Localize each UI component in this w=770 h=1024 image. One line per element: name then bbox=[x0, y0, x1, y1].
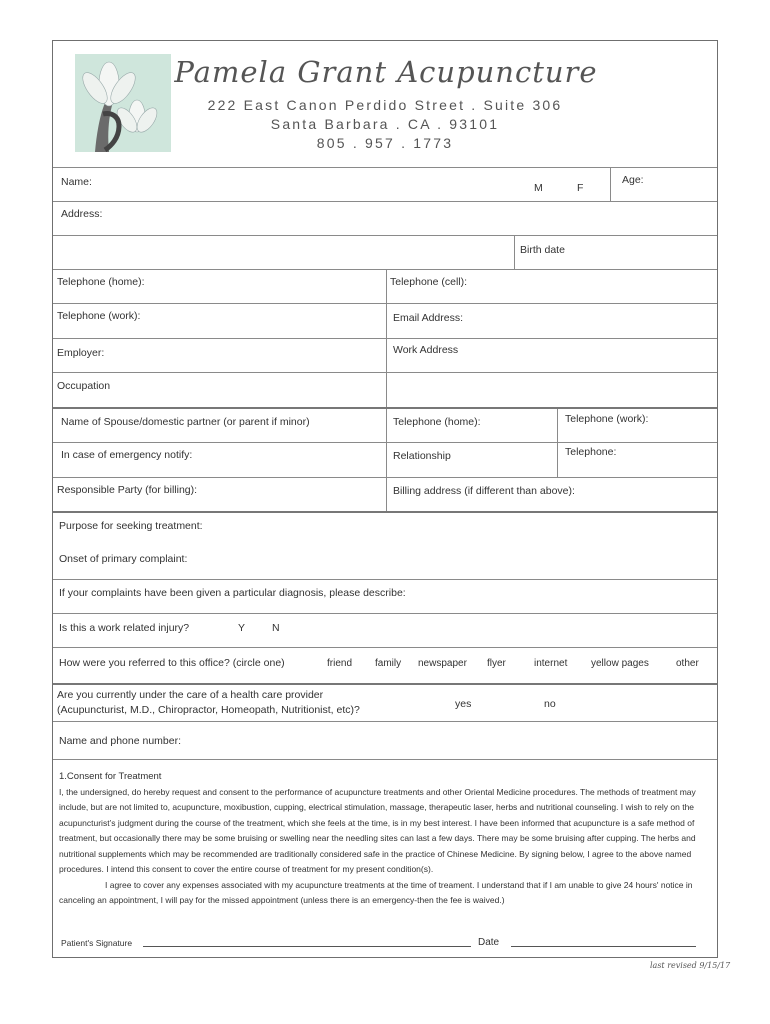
email-label: Email Address: bbox=[393, 312, 464, 324]
referral-yellow-pages[interactable]: yellow pages bbox=[591, 658, 649, 669]
date-label: Date bbox=[478, 937, 500, 948]
referral-newspaper[interactable]: newspaper bbox=[418, 658, 467, 669]
work-injury-no[interactable]: N bbox=[272, 622, 280, 634]
work-phone-row bbox=[53, 303, 717, 338]
birthdate-row bbox=[53, 235, 717, 269]
referral-row bbox=[53, 647, 717, 683]
consent-text-1: I, the undersigned, do hereby request and consent to the performance of acupuncture treatments and other Oriental Medicine procedures. The methods of treatment may include, but are not limited to, acupuncture, moxibustion, cupping, electrical stimulation, massage, therapeutic laser, herbs and nutritional counseling. I wish to rely on the acupuncturist’s judgment during the course of the treatment, which she feels at the time, is in my best interest. I have been informed that acupuncture is a safe method of treatment, but occasionally there may be some bruising or swelling near the needling sites can last a few days. There may be some bruising after cupping. The herbs and nutritional supplements which may be recommended are traditionally considered safe in the practice of Chinese Medicine. By signing below, I agree to the above named procedures. I intend this consent to cover the entire course of treatment for my present condition(s). bbox=[59, 786, 696, 874]
spouse-label: Name of Spouse/domestic partner (or parent if minor) bbox=[61, 416, 310, 428]
revision-note: last revised 9/15/17 bbox=[650, 961, 731, 970]
provider-contact-row bbox=[53, 721, 717, 759]
purpose-block bbox=[53, 511, 717, 579]
relationship-label: Relationship bbox=[393, 450, 451, 462]
spouse-row bbox=[53, 407, 717, 442]
diagnosis-row bbox=[53, 579, 717, 613]
work-address-label: Work Address bbox=[393, 344, 459, 356]
spouse-tel-work-label: Telephone (work): bbox=[565, 413, 649, 425]
employer-row bbox=[53, 338, 717, 372]
tel-cell-label: Telephone (cell): bbox=[390, 276, 468, 288]
purpose-label: Purpose for seeking treatment: bbox=[59, 520, 203, 532]
work-injury-row bbox=[53, 613, 717, 647]
billing-address-label: Billing address (if different than above): bbox=[393, 485, 575, 497]
referral-flyer[interactable]: flyer bbox=[487, 658, 506, 669]
referral-friend[interactable]: friend bbox=[327, 658, 353, 669]
work-injury-label: Is this a work related injury? bbox=[59, 622, 190, 634]
name-row bbox=[53, 167, 717, 201]
provider-row bbox=[53, 683, 717, 721]
provider-question-line1: Are you currently under the care of a health care provider bbox=[57, 689, 324, 701]
consent-section bbox=[59, 769, 704, 909]
diagnosis-label: If your complaints have been given a particular diagnosis, please describe: bbox=[59, 587, 406, 599]
referral-other[interactable]: other bbox=[676, 658, 699, 669]
intake-form bbox=[52, 40, 718, 958]
date-line[interactable] bbox=[511, 946, 696, 947]
provider-yes[interactable]: yes bbox=[455, 698, 472, 710]
occupation-label: Occupation bbox=[57, 380, 111, 392]
name-label: Name: bbox=[61, 176, 92, 188]
work-injury-yes[interactable]: Y bbox=[238, 622, 246, 634]
birth-date-label: Birth date bbox=[520, 244, 565, 256]
employer-label: Employer: bbox=[57, 347, 105, 359]
provider-no[interactable]: no bbox=[544, 698, 556, 710]
consent-paragraph-2 bbox=[59, 878, 704, 909]
practice-title: Pamela Grant Acupuncture bbox=[174, 55, 598, 89]
city-address: Santa Barbara . CA . 93101 bbox=[270, 116, 500, 132]
phone-row bbox=[53, 269, 717, 303]
consent-divider bbox=[53, 759, 717, 760]
emergency-tel-label: Telephone: bbox=[565, 446, 617, 458]
street-address: 222 East Canon Perdido Street . Suite 306 bbox=[207, 97, 563, 113]
tel-home-label: Telephone (home): bbox=[57, 276, 145, 288]
referral-family[interactable]: family bbox=[375, 658, 402, 669]
consent-paragraph-1 bbox=[59, 785, 704, 878]
provider-question-line2: (Acupuncturist, M.D., Chiropractor, Homeopath, Nutritionist, etc)? bbox=[57, 704, 360, 716]
address-row bbox=[53, 201, 717, 235]
onset-label: Onset of primary complaint: bbox=[59, 553, 188, 565]
signature-line[interactable] bbox=[143, 946, 471, 947]
billing-row bbox=[53, 477, 717, 511]
consent-heading: 1.Consent for Treatment bbox=[59, 771, 162, 782]
name-phone-label: Name and phone number: bbox=[59, 735, 181, 747]
referral-label: How were you referred to this office? (circle one) bbox=[59, 657, 285, 669]
consent-text-2: I agree to cover any expenses associated with my acupuncture treatments at the time of treament. I understand that if I am unable to give 24 hours' notice in canceling an appointment, I will pay for the missed appointment (unless there is an emergency-then the fee is waived.) bbox=[59, 879, 693, 905]
emergency-row bbox=[53, 442, 717, 477]
spouse-tel-home-label: Telephone (home): bbox=[393, 416, 481, 428]
responsible-party-label: Responsible Party (for billing): bbox=[57, 484, 198, 496]
practice-phone: 805 . 957 . 1773 bbox=[316, 135, 454, 151]
address-label: Address: bbox=[61, 208, 103, 220]
tel-work-label: Telephone (work): bbox=[57, 310, 141, 322]
age-label: Age: bbox=[622, 174, 644, 186]
female-option[interactable]: F bbox=[577, 182, 584, 194]
signature-label: Patient's Signature bbox=[61, 938, 133, 948]
emergency-label: In case of emergency notify: bbox=[61, 449, 193, 461]
male-option[interactable]: M bbox=[534, 182, 543, 194]
occupation-row bbox=[53, 372, 717, 407]
referral-internet[interactable]: internet bbox=[534, 658, 568, 669]
